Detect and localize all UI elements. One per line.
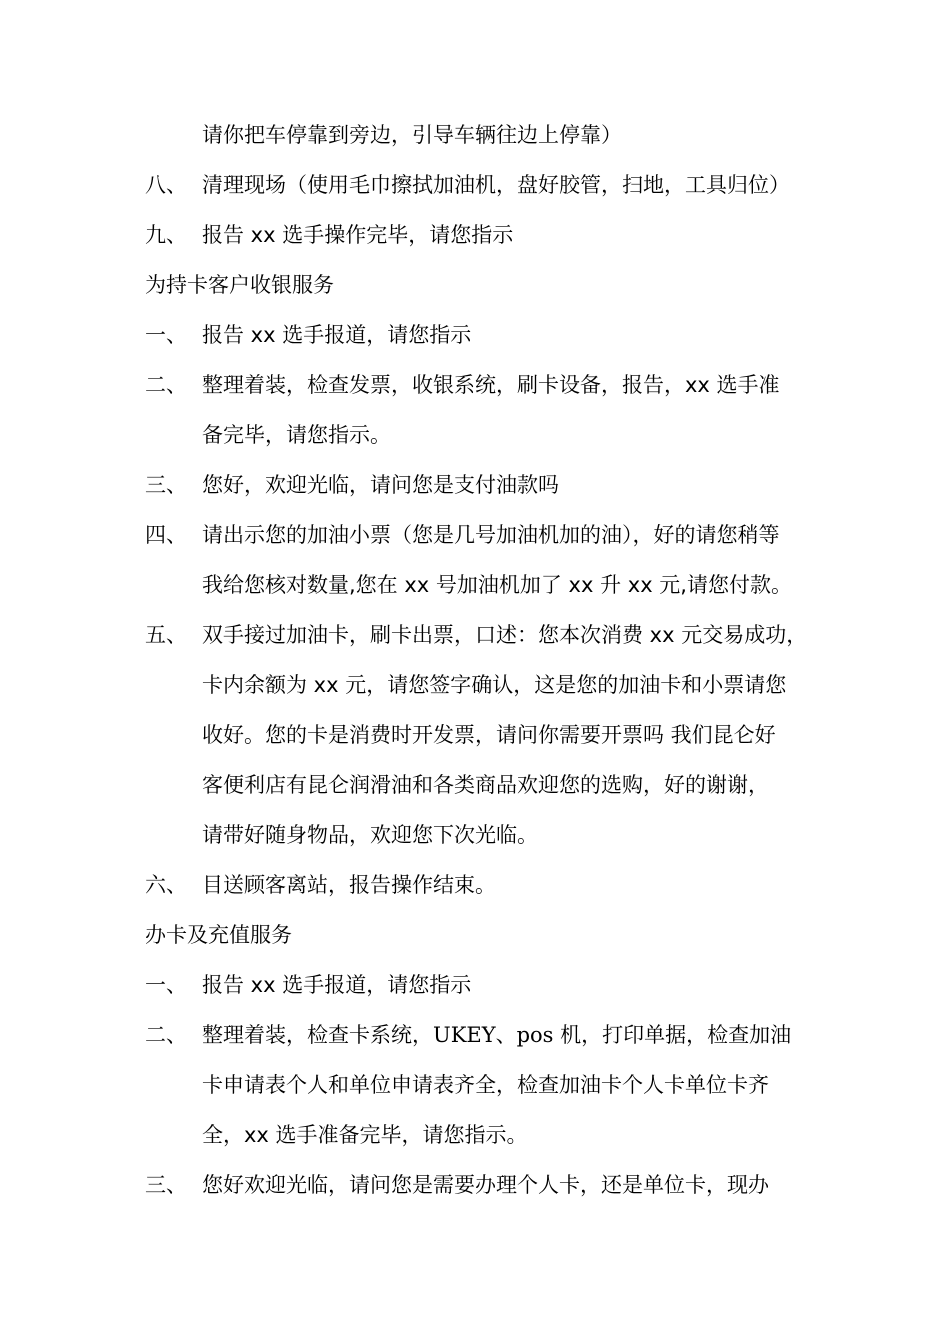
continuation-line: 请你把车停靠到旁边，引导车辆往边上停靠） (202, 123, 622, 147)
list-item (145, 960, 815, 1010)
continuation-line: 客便利店有昆仑润滑油和各类商品欢迎您的选购，好的谢谢， (202, 773, 769, 797)
list-item (145, 160, 815, 210)
document-body (145, 110, 815, 1210)
continuation-line: 备完毕，请您指示。 (202, 423, 391, 447)
item-text: 您好欢迎光临，请问您是需要办理个人卡，还是单位卡，现办 (202, 1173, 769, 1197)
item-number: 六、 (145, 873, 187, 897)
item-text: 报告 xx 选手报道，请您指示 (202, 323, 472, 347)
item-text: 请出示您的加油小票（您是几号加油机加的油），好的请您稍等 (202, 523, 780, 547)
item-number: 二、 (145, 1023, 187, 1047)
continuation-line: 卡申请表个人和单位申请表齐全，检查加油卡个人卡单位卡齐 (202, 1073, 769, 1097)
list-item (145, 860, 815, 910)
list-item (145, 1010, 815, 1060)
item-text: 整理着装，检查卡系统，UKEY、pos 机，打印单据，检查加油 (202, 1023, 792, 1047)
list-item (145, 510, 815, 560)
continuation-line: 请带好随身物品，欢迎您下次光临。 (202, 823, 538, 847)
item-text: 双手接过加油卡，刷卡出票，口述：您本次消费 xx 元交易成功， (202, 623, 808, 647)
list-item (145, 610, 815, 660)
list-item (145, 460, 815, 510)
item-text: 目送顾客离站，报告操作结束。 (202, 873, 496, 897)
item-number: 一、 (145, 323, 187, 347)
item-number: 四、 (145, 523, 187, 547)
item-text: 报告 xx 选手报道，请您指示 (202, 973, 472, 997)
list-item (145, 360, 815, 410)
continuation-line: 卡内余额为 xx 元，请您签字确认，这是您的加油卡和小票请您 (202, 673, 787, 697)
item-number: 二、 (145, 373, 187, 397)
item-text: 清理现场（使用毛巾擦拭加油机，盘好胶管，扫地，工具归位） (202, 173, 790, 197)
item-number: 一、 (145, 973, 187, 997)
list-item (145, 210, 815, 260)
item-number: 三、 (145, 473, 187, 497)
continuation-line: 我给您核对数量,您在 xx 号加油机加了 xx 升 xx 元,请您付款。 (202, 573, 792, 597)
item-number: 五、 (145, 623, 187, 647)
item-number: 八、 (145, 173, 187, 197)
item-number: 三、 (145, 1173, 187, 1197)
item-text: 您好，欢迎光临，请问您是支付油款吗 (202, 473, 559, 497)
item-text: 整理着装，检查发票，收银系统，刷卡设备，报告，xx 选手准 (202, 373, 780, 397)
continuation-line: 收好。您的卡是消费时开发票，请问你需要开票吗 我们昆仑好 (202, 723, 776, 747)
continuation-line: 全，xx 选手准备完毕，请您指示。 (202, 1123, 528, 1147)
item-number: 九、 (145, 223, 187, 247)
section-heading: 办卡及充值服务 (145, 923, 292, 947)
list-item (145, 310, 815, 360)
list-item (145, 1160, 815, 1210)
item-text: 报告 xx 选手操作完毕，请您指示 (202, 223, 514, 247)
section-heading: 为持卡客户收银服务 (145, 273, 334, 297)
